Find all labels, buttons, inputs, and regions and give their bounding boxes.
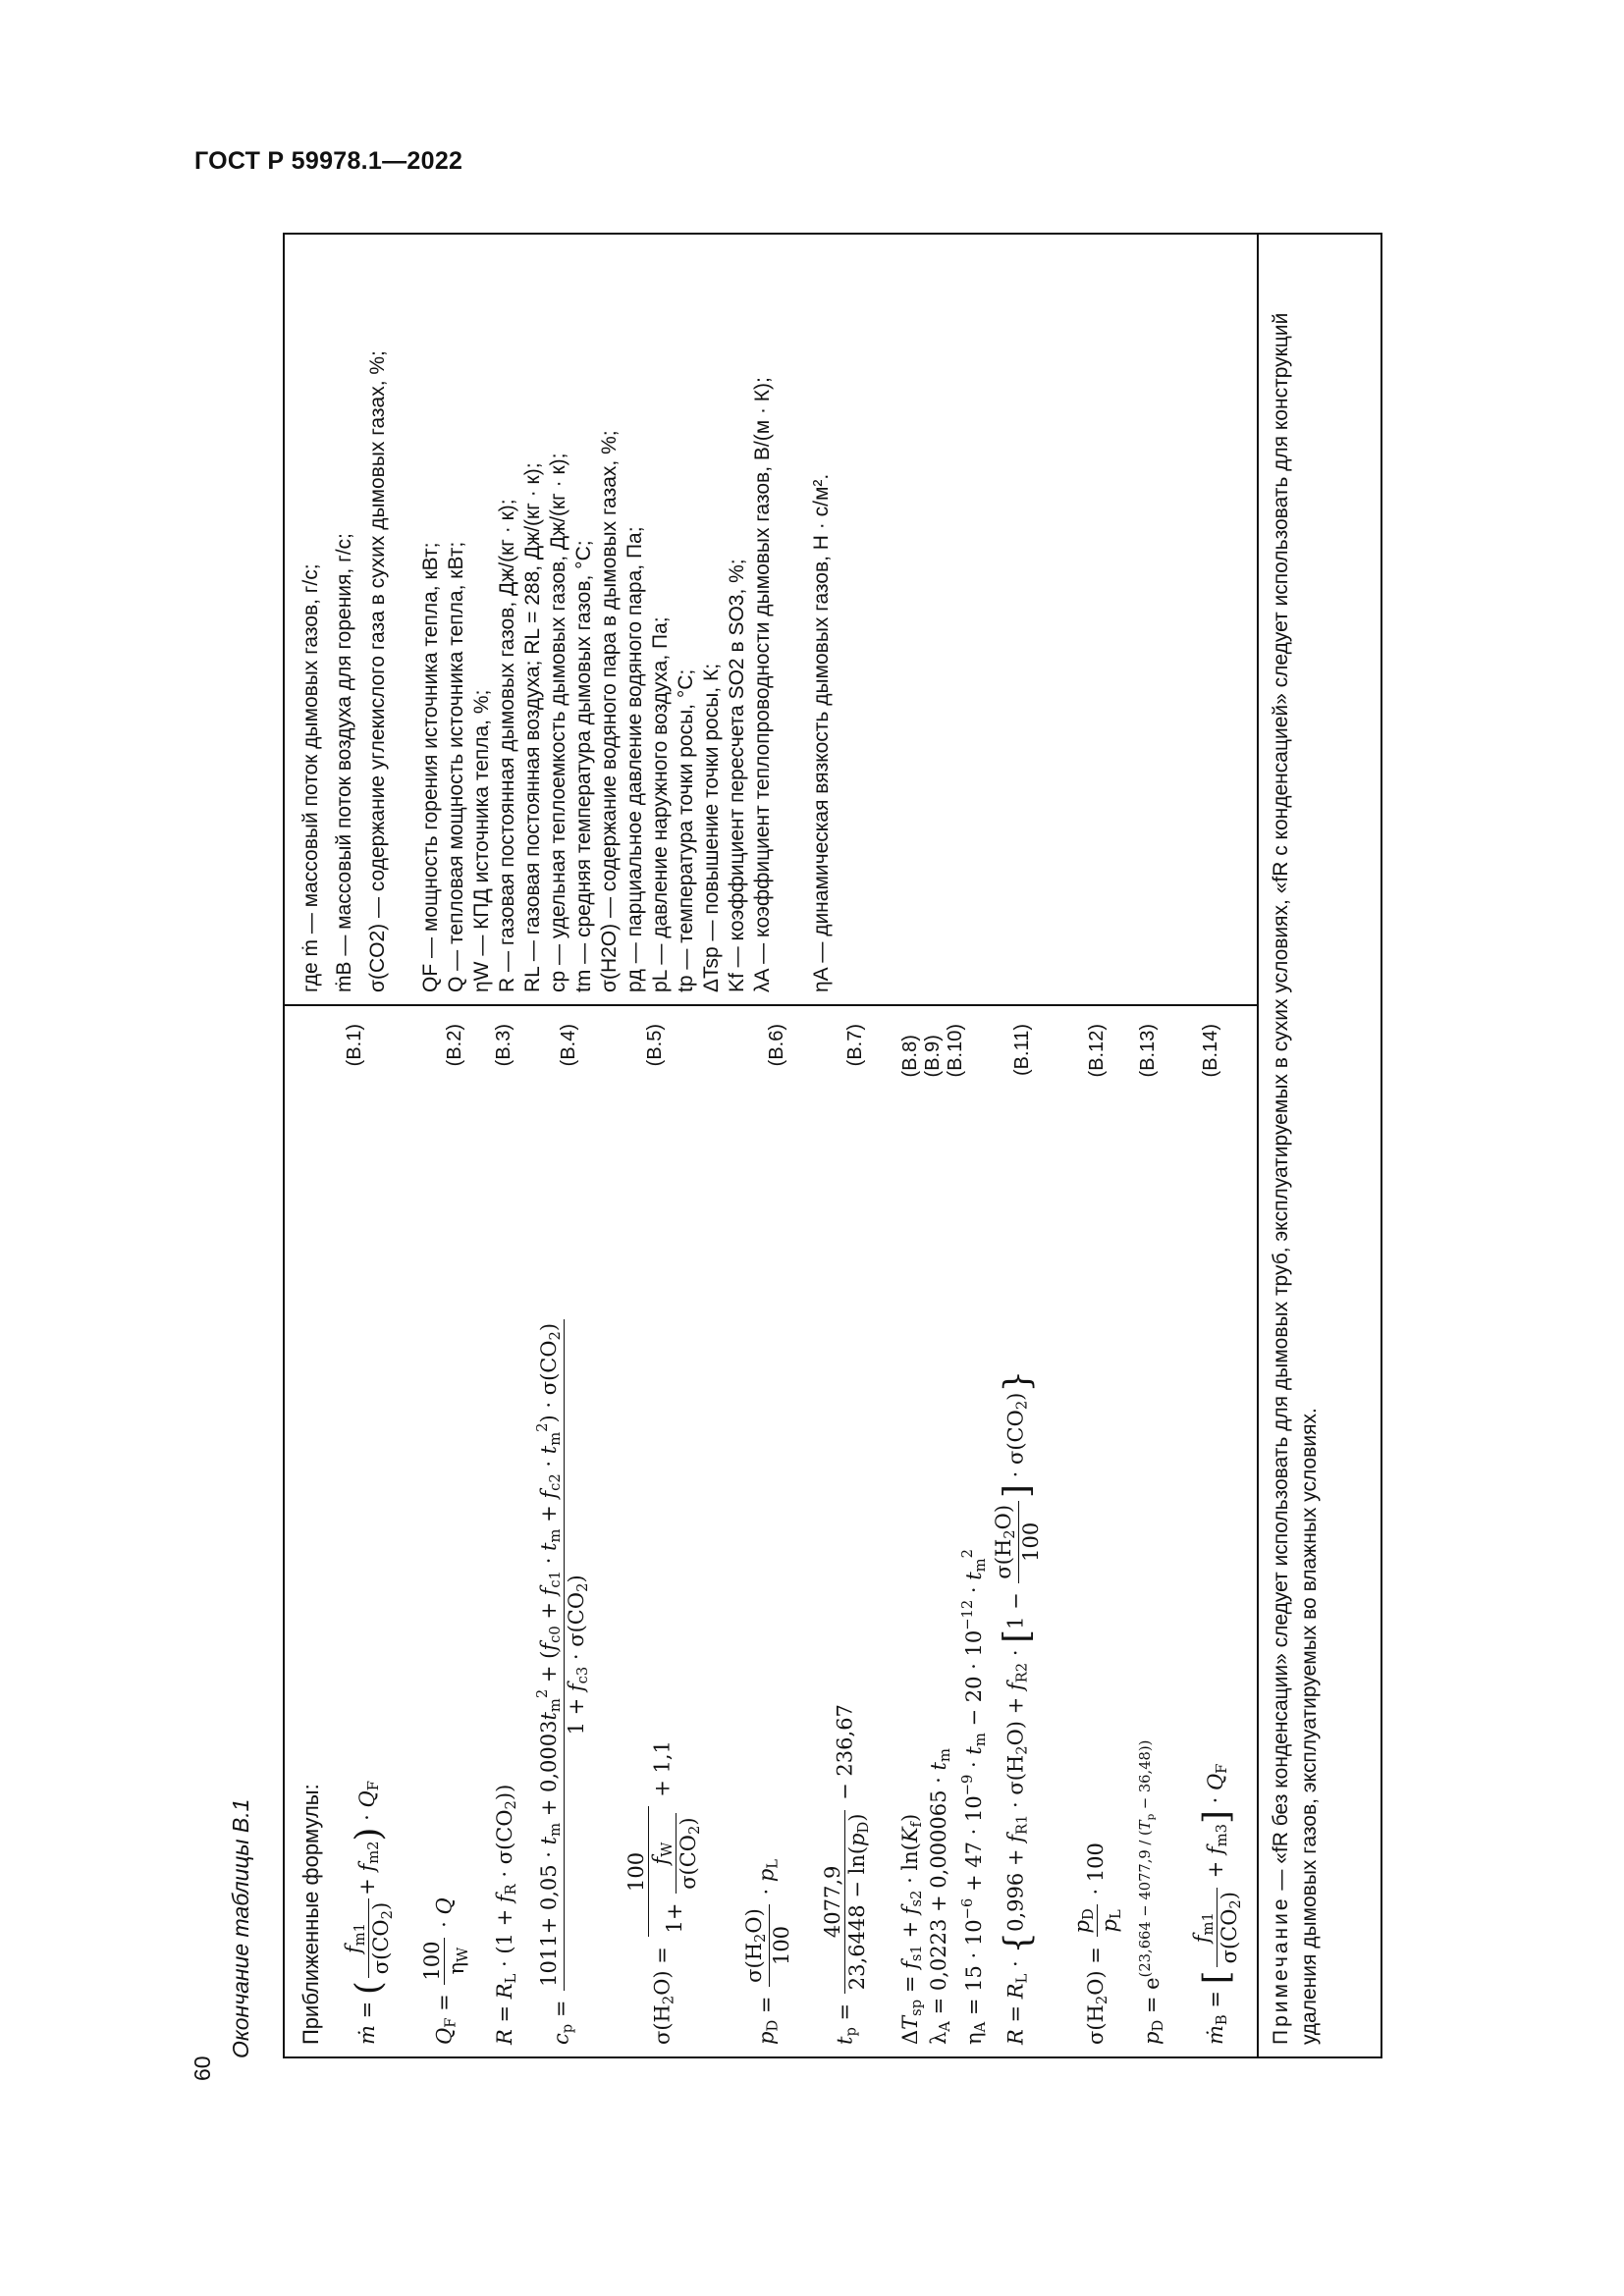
formula-number: (B.7) [844,1024,866,1067]
definition-item: σ(H2O) — содержание водяного пара в дымовых газах, %; [598,430,621,992]
formula-row-b13 [1137,1014,1192,2045]
formula-number: (B.9) [922,1035,944,1078]
table-caption: Окончание таблицы В.1 [228,1798,253,2058]
formula-b4: $c_p$ = $1011+ 0,05 \cdot t_m + 0,0003t_m^2 + (f_{c0} + f_{c1} \cdot t_m + f_{c2} \cdot t_m^2) \cdot \sigma(CO_2)$ $1 + f_{c3} \cdot \sigma(CO_2)$ [534,1316,591,2045]
formula-b13: $p_D = e^{(23,664 - 4077,9 / (T_p - 36,48))}$ [1137,1739,1166,2045]
definition-item: tm — средняя температура дымовых газов, °С; [572,540,595,992]
definition-item: λA — коэффициент теплопроводности дымовых газов, В/(м · К); [751,377,774,992]
formula-row-b14 [1190,1014,1253,2045]
formula-b2: $Q_F$ = 100 $\eta_W$ · Q [420,1897,471,2045]
definition-item: RL — газовая постоянная воздуха; RL = 288, Дж/(кг · к); [521,462,544,992]
formula-table [283,233,1382,2058]
note-text: — «fR без конденсации» следует использовать для дымовых труб, эксплуатируемых в сухих условиях, «fR с конденсацией» следует использовать для конструкций удаления дымовых газов, эксплуатируемых во влажных условиях. [1270,312,1321,2045]
formula-row-b6 [742,1014,811,2045]
rotated-page-content [228,233,1386,2058]
formula-number: (B.8) [899,1035,921,1078]
definition-item: σ(CO2) — содержание углекислого газа в сухих дымовых газах, %; [366,350,389,992]
definition-item: Kf — коэффициент пересчета SO2 в SO3, %; [726,559,748,992]
formula-b7: $t_p$ = 4077,9 $23,6448 - \ln(p_D)$ − 236,67 [821,1704,872,2045]
note-label: Примечание [1270,1896,1292,2045]
definition-item: ηW — КПД источника тепла, %; [470,689,493,992]
formula-number: (B.12) [1086,1024,1108,1078]
formulas-intro: Приближенные формулы: [298,1784,323,2045]
definition-lead: где [299,962,322,992]
definition-item: R — газовая постоянная дымовых газов, Дж/(кг · к); [496,499,518,992]
formula-number: (B.5) [644,1024,666,1067]
document-header: ГОСТ Р 59978.1—2022 [194,147,463,175]
formula-row-b8-b10 [898,1014,989,2045]
formula-b5: $\sigma(H_2O)$ = 100 1+ $f_W$ $\sigma(CO_2)$ + 1,1 [624,1740,703,2045]
formula-number: (B.2) [444,1024,465,1067]
formula-b8-b10: $\Delta T_{sp} = f_{s1} + f_{s2} \cdot \ln(K_f)$ $\lambda_A = 0,0223 + 0,000065 \cdot t_m$ $\eta_A = 15 \cdot 10^{-6} + 47 \cdot 10^{-9} \cdot t_m - 20 \cdot 10^{-12} \cdot t_m^2$ [898,1549,989,2045]
definitions-column [285,235,1257,1004]
formula-number: (B.3) [493,1024,514,1067]
formula-numbers [899,1024,967,1077]
formula-number: (B.14) [1200,1024,1221,1078]
formula-b12: $\sigma(H_2O)$ = $p_D$ $p_L$ · 100 [1070,1842,1124,2045]
formula-number: (B.11) [1011,1024,1033,1076]
definition-item: ṁB — массовый поток воздуха для горения, г/с; [333,533,355,992]
formula-row-b11 [992,1014,1060,2045]
definition-item: pд — парциальное давление водяного пара, Па; [623,526,646,992]
definition-item: tp — температура точки росы, °С; [675,668,697,992]
definition-item: QF — мощность горения источника тепла, кВт; [419,542,442,992]
definition-item: ΔTsp — повышение точки росы, К; [700,663,723,992]
definition-item: pL — давление наружного воздуха, Па; [649,616,672,992]
formula-number: (B.1) [344,1024,365,1067]
definition-item: cp — удельная теплоемкость дымовых газов, Дж/(кг · к); [547,453,569,992]
formula-row-b1 [336,1014,414,2045]
table-main-row [285,235,1259,2056]
formulas-column [285,1004,1257,2056]
formula-b3: $R = R_L \cdot (1 + f_R \cdot \sigma(CO_2))$ [493,1784,519,2045]
formula-row-b7 [821,1014,890,2045]
formula-number: (B.13) [1137,1024,1159,1078]
table-note [1267,248,1324,2045]
formula-row-b2 [420,1014,479,2045]
formula-b14: ṁ$_B$ = [ $f_{m1}$ $\sigma(CO_2)$ + $f_{m3}] \cdot Q_F$ [1190,1763,1244,2045]
formula-number: (B.4) [558,1024,579,1067]
page-number: 60 [189,2056,215,2081]
formula-number: (B.6) [766,1024,787,1067]
definition-text: ṁ — массовый поток дымовых газов, г/с; [299,563,322,957]
formula-number: (B.10) [945,1024,966,1078]
definition-item [298,563,323,992]
formula-b1: ṁ = ( $f_{m1}$ $\sigma(CO_2)$ + $f_{m2}) \cdot Q_F$ [342,1781,396,2045]
definition-item: ηA — динамическая вязкость дымовых газов, Н · с/м². [810,473,833,992]
formula-b11: $R = R_L \cdot \{0,996 + f_{R1} \cdot \sigma(H_2O) + f_{R2} \cdot [1$ − $\sigma(H_2O)$ 100 ] · $\sigma(CO_2)$} [992,1369,1043,2045]
formula-row-b12 [1070,1014,1129,2045]
formula-row-b4 [534,1014,613,2045]
definition-item: Q — тепловая мощность источника тепла, кВт; [445,541,467,992]
formula-b6: $p_D$ = $\sigma(H_2O)$ 100 · $p_L$ [742,1858,793,2045]
formula-row-b3 [493,1014,526,2045]
formula-row-b5 [624,1014,732,2045]
